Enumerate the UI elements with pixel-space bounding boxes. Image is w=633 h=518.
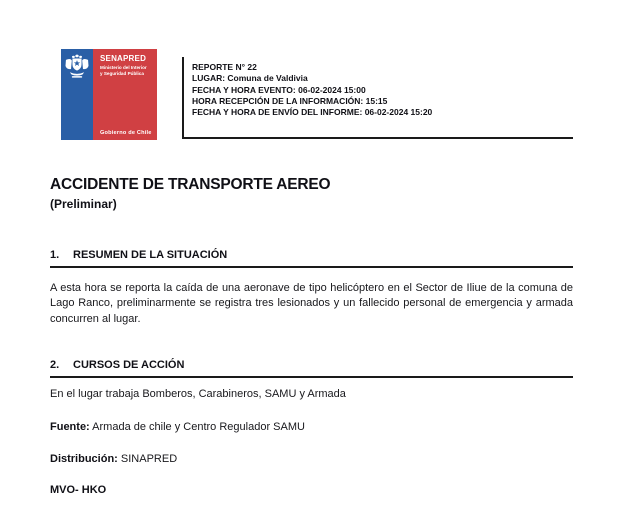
section-1-body: A esta hora se reporta la caída de una aeronave de tipo helicóptero en el Sector de Iliue de la comuna de Lago Ranco, preliminarmente se registra tres lesionados y un fallecido personal de emergencia y armada concurren al lugar. bbox=[50, 282, 573, 325]
page-title: ACCIDENTE DE TRANSPORTE AEREO bbox=[50, 176, 331, 193]
logo-blue-panel bbox=[61, 49, 93, 140]
logo-agency-name: SENAPRED bbox=[100, 54, 147, 63]
chile-coat-of-arms-icon bbox=[64, 53, 90, 81]
section-2-heading bbox=[50, 360, 573, 378]
section-2-title: CURSOS DE ACCIÓN bbox=[73, 359, 185, 371]
author-initials: MVO- HKO bbox=[50, 484, 107, 496]
logo-ministry-line1: Ministerio del Interior bbox=[100, 65, 147, 70]
report-info-box bbox=[182, 57, 573, 139]
section-1-title: RESUMEN DE LA SITUACIÓN bbox=[73, 249, 228, 261]
logo-ministry-line2: y Seguridad Pública bbox=[100, 70, 144, 76]
distribution-value: SINAPRED bbox=[117, 453, 178, 465]
document-title-block bbox=[50, 176, 590, 211]
report-event-datetime-line: FECHA Y HORA EVENTO: 06-02-2024 15:00 bbox=[192, 84, 366, 95]
page-subtitle: (Preliminar) bbox=[50, 197, 117, 211]
senapred-logo bbox=[61, 49, 157, 140]
report-reception-time-line: HORA RECEPCIÓN DE LA INFORMACIÓN: 15:15 bbox=[192, 95, 388, 106]
section-2-number: 2. bbox=[50, 359, 60, 371]
section-1-heading bbox=[50, 250, 573, 268]
source-label: Fuente: bbox=[50, 421, 90, 433]
distribution-label: Distribución: bbox=[50, 453, 118, 465]
logo-red-panel bbox=[93, 49, 157, 140]
report-sent-datetime-line: FECHA Y HORA DE ENVÍO DEL INFORME: 06-02-2024 15:20 bbox=[192, 107, 433, 118]
logo-government-label: Gobierno de Chile bbox=[100, 130, 152, 136]
report-number-line: REPORTE N° 22 bbox=[192, 62, 257, 72]
distribution-line bbox=[50, 452, 573, 467]
section-1-number: 1. bbox=[50, 249, 60, 261]
source-value: Armada de chile y Centro Regulador SAMU bbox=[89, 421, 305, 433]
section-2-body: En el lugar trabaja Bomberos, Carabineros, SAMU y Armada bbox=[50, 388, 346, 400]
source-line bbox=[50, 420, 573, 435]
report-place-line: LUGAR: Comuna de Valdivia bbox=[192, 73, 308, 84]
